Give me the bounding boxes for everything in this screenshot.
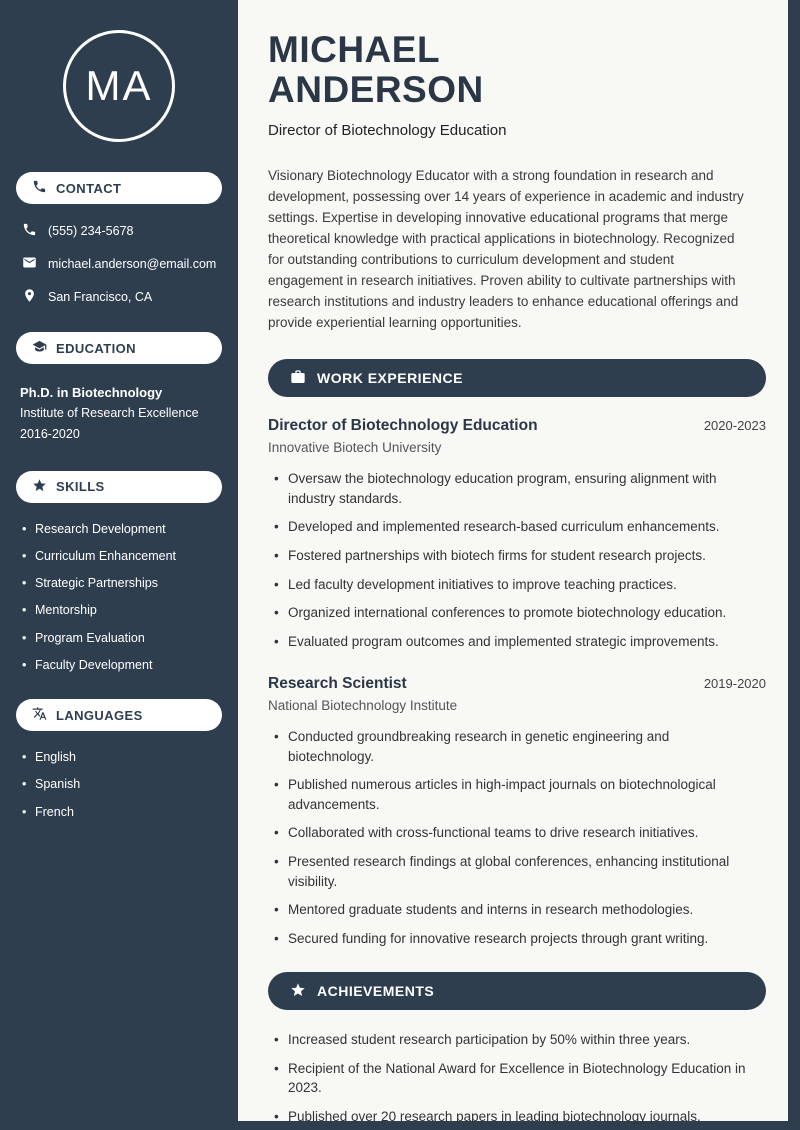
job-dates: 2020-2023 <box>703 418 766 434</box>
education-years: 2016-2020 <box>20 427 80 442</box>
contact-section <box>0 172 238 306</box>
education-header-label: EDUCATION <box>56 340 136 356</box>
avatar <box>63 30 175 142</box>
education-header <box>16 332 222 364</box>
job-bullet: • Mentored graduate students and interns in research methodologies. <box>272 900 752 920</box>
language-item: • Spanish <box>22 776 224 792</box>
job-bullet: • Conducted groundbreaking research in genetic engineering and biotechnology. <box>272 727 752 766</box>
job-bullet: • Secured funding for innovative research projects through grant writing. <box>272 929 752 949</box>
job-entry <box>268 417 766 651</box>
sidebar <box>0 0 238 1130</box>
achievement-bullet: • Recipient of the National Award for Excellence in Biotechnology Education in 2023. <box>272 1059 752 1098</box>
skills-header <box>16 471 222 503</box>
avatar-wrap <box>0 30 238 142</box>
education-degree: Ph.D. in Biotechnology <box>20 385 163 400</box>
translate-icon <box>32 706 47 724</box>
skills-list <box>0 521 238 674</box>
job-company: Innovative Biotech University <box>268 440 442 456</box>
job-title-text: Director of Biotechnology Education <box>268 417 538 435</box>
contact-header-label: CONTACT <box>56 180 122 196</box>
skill-item: • Faculty Development <box>22 657 224 673</box>
languages-header-label: LANGUAGES <box>56 707 143 723</box>
star-icon <box>290 982 306 1001</box>
education-section <box>0 332 238 445</box>
achievements-banner-label: ACHIEVEMENTS <box>317 983 435 1000</box>
work-experience-banner <box>268 359 766 397</box>
skill-item: • Program Evaluation <box>22 630 224 646</box>
phone-icon <box>22 222 37 240</box>
avatar-initials: MA <box>85 62 153 109</box>
page-title <box>268 30 766 110</box>
contact-location <box>0 288 238 306</box>
job-bullet: • Oversaw the biotechnology education program, ensuring alignment with industry standards. <box>272 469 752 508</box>
star-icon <box>32 478 47 496</box>
job-title-text: Research Scientist <box>268 675 407 693</box>
contact-location-text: San Francisco, CA <box>48 290 153 304</box>
job-header <box>268 417 766 435</box>
skill-item: • Research Development <box>22 521 224 537</box>
main-content <box>238 0 788 1124</box>
job-entry <box>268 675 766 948</box>
contact-phone <box>0 222 238 240</box>
education-school: Institute of Research Excellence <box>20 406 199 421</box>
job-bullet: • Organized international conferences to promote biotechnology education. <box>272 603 752 623</box>
contact-email-text: michael.anderson@email.com <box>48 257 217 271</box>
language-item: • English <box>22 749 224 765</box>
contact-header <box>16 172 222 204</box>
languages-header <box>16 699 222 731</box>
job-header <box>268 675 766 693</box>
briefcase-icon <box>290 369 306 388</box>
education-entry <box>0 382 238 445</box>
graduation-cap-icon <box>32 339 47 357</box>
job-bullet: • Published numerous articles in high-impact journals on biotechnological advancements. <box>272 775 752 814</box>
skills-header-label: SKILLS <box>56 479 105 495</box>
contact-phone-text: (555) 234-5678 <box>48 224 134 238</box>
job-bullet: • Evaluated program outcomes and implemented strategic improvements. <box>272 632 752 652</box>
skill-item: • Mentorship <box>22 602 224 618</box>
location-icon <box>22 288 37 306</box>
achievement-bullet: • Increased student research participation by 50% within three years. <box>272 1030 752 1050</box>
languages-list <box>0 749 238 820</box>
job-bullet: • Developed and implemented research-based curriculum enhancements. <box>272 517 752 537</box>
email-icon <box>22 255 37 273</box>
languages-section <box>0 699 238 820</box>
contact-email <box>0 255 238 273</box>
job-bullet-list <box>268 469 766 651</box>
language-item: • French <box>22 804 224 820</box>
job-bullet: • Fostered partnerships with biotech firms for student research projects. <box>272 546 752 566</box>
job-bullet: • Led faculty development initiatives to improve teaching practices. <box>272 575 752 595</box>
phone-icon <box>32 179 47 197</box>
achievement-bullet: • Published over 20 research papers in leading biotechnology journals. <box>272 1107 752 1127</box>
achievements-banner <box>268 972 766 1010</box>
job-bullet: • Presented research findings at global conferences, enhancing institutional visibility. <box>272 852 752 891</box>
skills-section <box>0 471 238 674</box>
work-experience-banner-label: WORK EXPERIENCE <box>317 370 463 387</box>
skill-item: • Curriculum Enhancement <box>22 548 224 564</box>
job-bullet: • Collaborated with cross-functional teams to drive research initiatives. <box>272 823 752 843</box>
current-job-title: Director of Biotechnology Education <box>268 121 507 139</box>
first-name: MICHAEL <box>268 29 441 70</box>
achievements-list <box>268 1030 766 1126</box>
job-bullet-list <box>268 727 766 948</box>
last-name: ANDERSON <box>268 68 484 110</box>
job-dates: 2019-2020 <box>703 676 766 692</box>
summary-paragraph: Visionary Biotechnology Educator with a strong foundation in research and development, possessing over 14 years of experience in academic and industry settings. Expertise in developing innovative educational programs that merge theoretical knowledge with practical applications in biotechnology. Recognized for outstanding contributions to curriculum development and student engagement in research initiatives. Proven ability to cultivate partnerships with research institutions and industry leaders to enhance educational offerings and provide experiential learning opportunities. <box>268 167 744 331</box>
skill-item: • Strategic Partnerships <box>22 575 224 591</box>
job-company: National Biotechnology Institute <box>268 698 458 714</box>
